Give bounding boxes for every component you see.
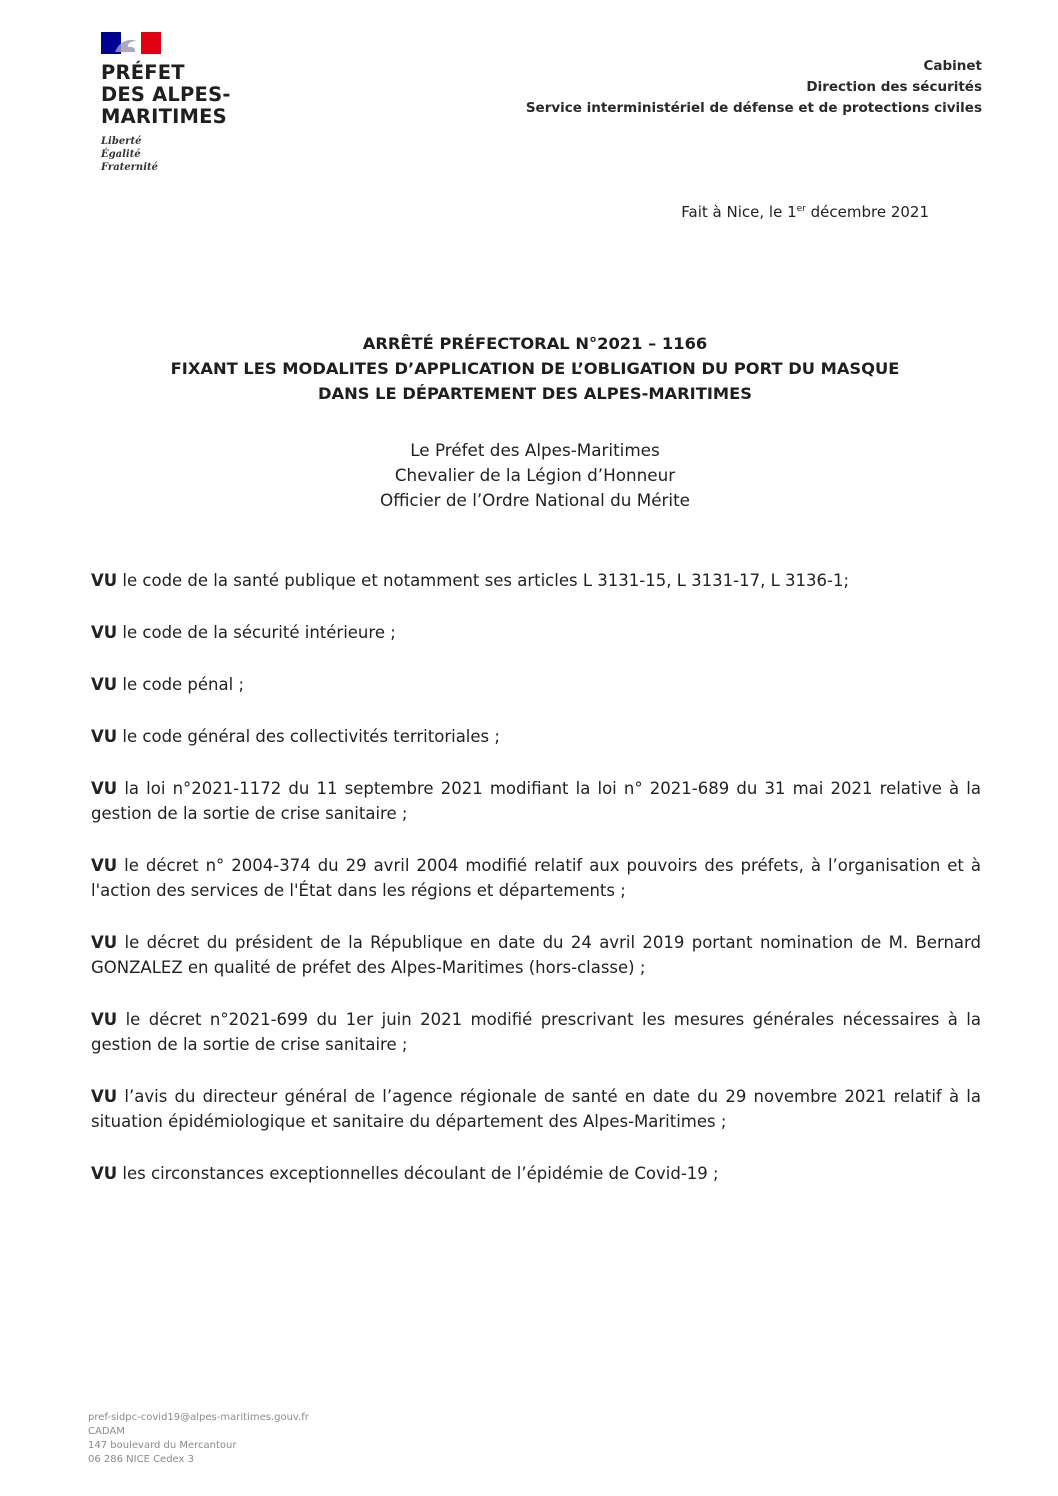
visa-item [91, 853, 981, 903]
motto-line: Liberté [101, 136, 142, 147]
visa-item [91, 620, 981, 645]
visa-text: le code de la santé publique et notamment ses articles L 3131-15, L 3131-17, L 3136-1; [117, 571, 850, 590]
visa-text: l’avis du directeur général de l’agence régionale de santé en date du 29 novembre 2021 relatif à la situation épidémiologique et sanitaire du département des Alpes-Maritimes ; [91, 1087, 981, 1131]
authority-line: Officier de l’Ordre National du Mérite [380, 490, 690, 510]
visa-item [91, 1161, 981, 1186]
visa-lead: VU [91, 623, 118, 642]
republic-motto [101, 135, 158, 174]
visa-lead: VU [91, 933, 118, 952]
visa-lead: VU [91, 856, 118, 875]
title-line: FIXANT LES MODALITES D’APPLICATION DE L’OBLIGATION DU PORT DU MASQUE [170, 359, 900, 378]
motto-line: Fraternité [101, 162, 158, 173]
issuing-service [526, 56, 982, 119]
visa-text: les circonstances exceptionnelles découlant de l’épidémie de Covid-19 ; [117, 1164, 719, 1183]
footer-email: pref-sidpc-covid19@alpes-maritimes.gouv.fr [88, 1412, 309, 1423]
service-line: Cabinet [923, 58, 982, 74]
motto-line: Égalité [101, 149, 141, 160]
visas-list [91, 568, 981, 1186]
visa-item [91, 776, 981, 826]
footer-line: 06 286 NICE Cedex 3 [88, 1454, 194, 1465]
footer-address [88, 1411, 309, 1467]
visa-lead: VU [91, 1087, 118, 1106]
footer-line: CADAM [88, 1426, 125, 1437]
visa-item [91, 672, 981, 697]
service-line: Direction des sécurités [806, 79, 982, 95]
footer-line: 147 boulevard du Mercantour [88, 1440, 237, 1451]
prefect-line: PRÉFET [101, 61, 185, 84]
visa-lead: VU [91, 675, 118, 694]
prefect-line: MARITIMES [101, 105, 227, 128]
authority-line: Le Préfet des Alpes-Maritimes [410, 440, 660, 460]
visa-text: le décret du président de la République en date du 24 avril 2019 portant nomination de M. Bernard GONZALEZ en qualité de préfet des Alpes-Maritimes (hors-classe) ; [91, 933, 981, 977]
date-ordinal: er [796, 204, 806, 214]
date-suffix: décembre 2021 [805, 203, 929, 221]
date-prefix: Fait à Nice, le 1 [681, 203, 797, 221]
visa-item [91, 568, 981, 593]
visa-text: la loi n°2021-1172 du 11 septembre 2021 modifiant la loi n° 2021-689 du 31 mai 2021 relative à la gestion de la sortie de crise sanitaire ; [91, 779, 981, 823]
visa-item [91, 930, 981, 980]
visa-lead: VU [91, 779, 118, 798]
visa-text: le code général des collectivités territoriales ; [117, 727, 500, 746]
visa-item [91, 1084, 981, 1134]
visa-text: le code pénal ; [117, 675, 245, 694]
prefect-line: DES ALPES- [101, 83, 231, 106]
marianne-logo-icon [101, 32, 161, 54]
visa-lead: VU [91, 1164, 118, 1183]
prefect-name [101, 62, 231, 128]
authority-line: Chevalier de la Légion d’Honneur [394, 465, 676, 485]
authority-block [90, 438, 980, 513]
service-line: Service interministériel de défense et de protections civiles [525, 100, 982, 116]
title-line: DANS LE DÉPARTEMENT DES ALPES-MARITIMES [318, 384, 752, 403]
visa-text: le code de la sécurité intérieure ; [117, 623, 396, 642]
visa-text: le décret n° 2004-374 du 29 avril 2004 modifié relatif aux pouvoirs des préfets, à l’organisation et à l'action des services de l'État dans les régions et départements ; [91, 856, 981, 900]
visa-item [91, 724, 981, 749]
decree-title [90, 331, 980, 406]
visa-item [91, 1007, 981, 1057]
visa-lead: VU [91, 727, 118, 746]
visa-lead: VU [91, 571, 118, 590]
visa-lead: VU [91, 1010, 118, 1029]
title-line: ARRÊTÉ PRÉFECTORAL N°2021 – 1166 [362, 334, 708, 353]
place-and-date [681, 203, 929, 221]
visa-text: le décret n°2021-699 du 1er juin 2021 modifié prescrivant les mesures générales nécessaires à la gestion de la sortie de crise sanitaire ; [91, 1010, 981, 1054]
